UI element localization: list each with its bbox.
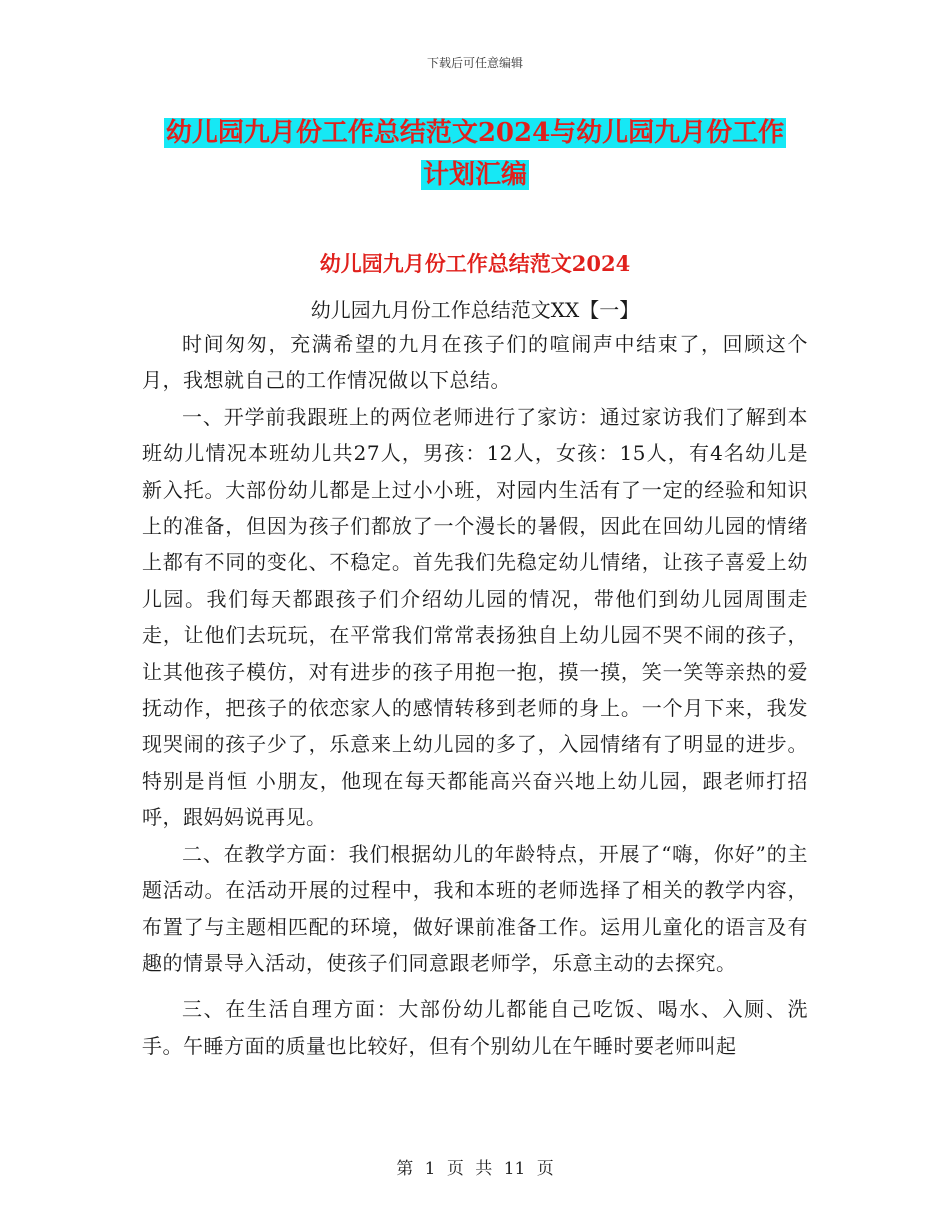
paragraph: 时间匆匆，充满希望的九月在孩子们的喧闹声中结束了，回顾这个月，我想就自己的工作情况做以下总结。	[142, 332, 808, 393]
paragraph: 二、在教学方面：我们根据幼儿的年龄特点，开展了“嗨，你好”的主题活动。在活动开展的过程中，我和本班的老师选择了相关的教学内容，布置了与主题相匹配的环境，做好课前准备工作。运用儿童化的语言及有趣的情景导入活动，使孩子们同意跟老师学，乐意主动的去探究。	[142, 841, 808, 975]
document-title-line-2: 计划汇编	[422, 160, 527, 190]
header-note: 下载后可任意编辑	[426, 56, 523, 70]
document-title-line-1: 幼儿园九月份工作总结范文2024与幼儿园九月份工作	[165, 118, 785, 148]
section-title: 幼儿园九月份工作总结范文2024	[319, 251, 631, 276]
subtitle: 幼儿园九月份工作总结范文XX【一】	[310, 298, 640, 322]
document-title	[0, 112, 950, 196]
body-text	[142, 326, 808, 1064]
paragraph: 三、在生活自理方面：大部份幼儿都能自己吃饭、喝水、入厕、洗手。午睡方面的质量也比较好，但有个别幼儿在午睡时要老师叫起	[142, 997, 808, 1058]
page-footer: 第 1 页 共 11 页	[396, 1159, 554, 1179]
paragraph: 一、开学前我跟班上的两位老师进行了家访：通过家访我们了解到本班幼儿情况本班幼儿共27人，男孩：12人，女孩：15人，有4名幼儿是新入托。大部份幼儿都是上过小小班，对园内生活有了一定的经验和知识上的准备，但因为孩子们都放了一个漫长的暑假，因此在回幼儿园的情绪上都有不同的变化、不稳定。首先我们先稳定幼儿情绪，让孩子喜爱上幼儿园。我们每天都跟孩子们介绍幼儿园的情况，带他们到幼儿园周围走走，让他们去玩玩，在平常我们常常表扬独自上幼儿园不哭不闹的孩子，让其他孩子模仿，对有进步的孩子用抱一抱，摸一摸，笑一笑等亲热的爱抚动作，把孩子的依恋家人的感情转移到老师的身上。一个月下来，我发现哭闹的孩子少了，乐意来上幼儿园的多了，入园情绪有了明显的进步。特别是肖恒 小朋友，他现在每天都能高兴奋兴地上幼儿园，跟老师打招呼，跟妈妈说再见。	[142, 404, 808, 830]
